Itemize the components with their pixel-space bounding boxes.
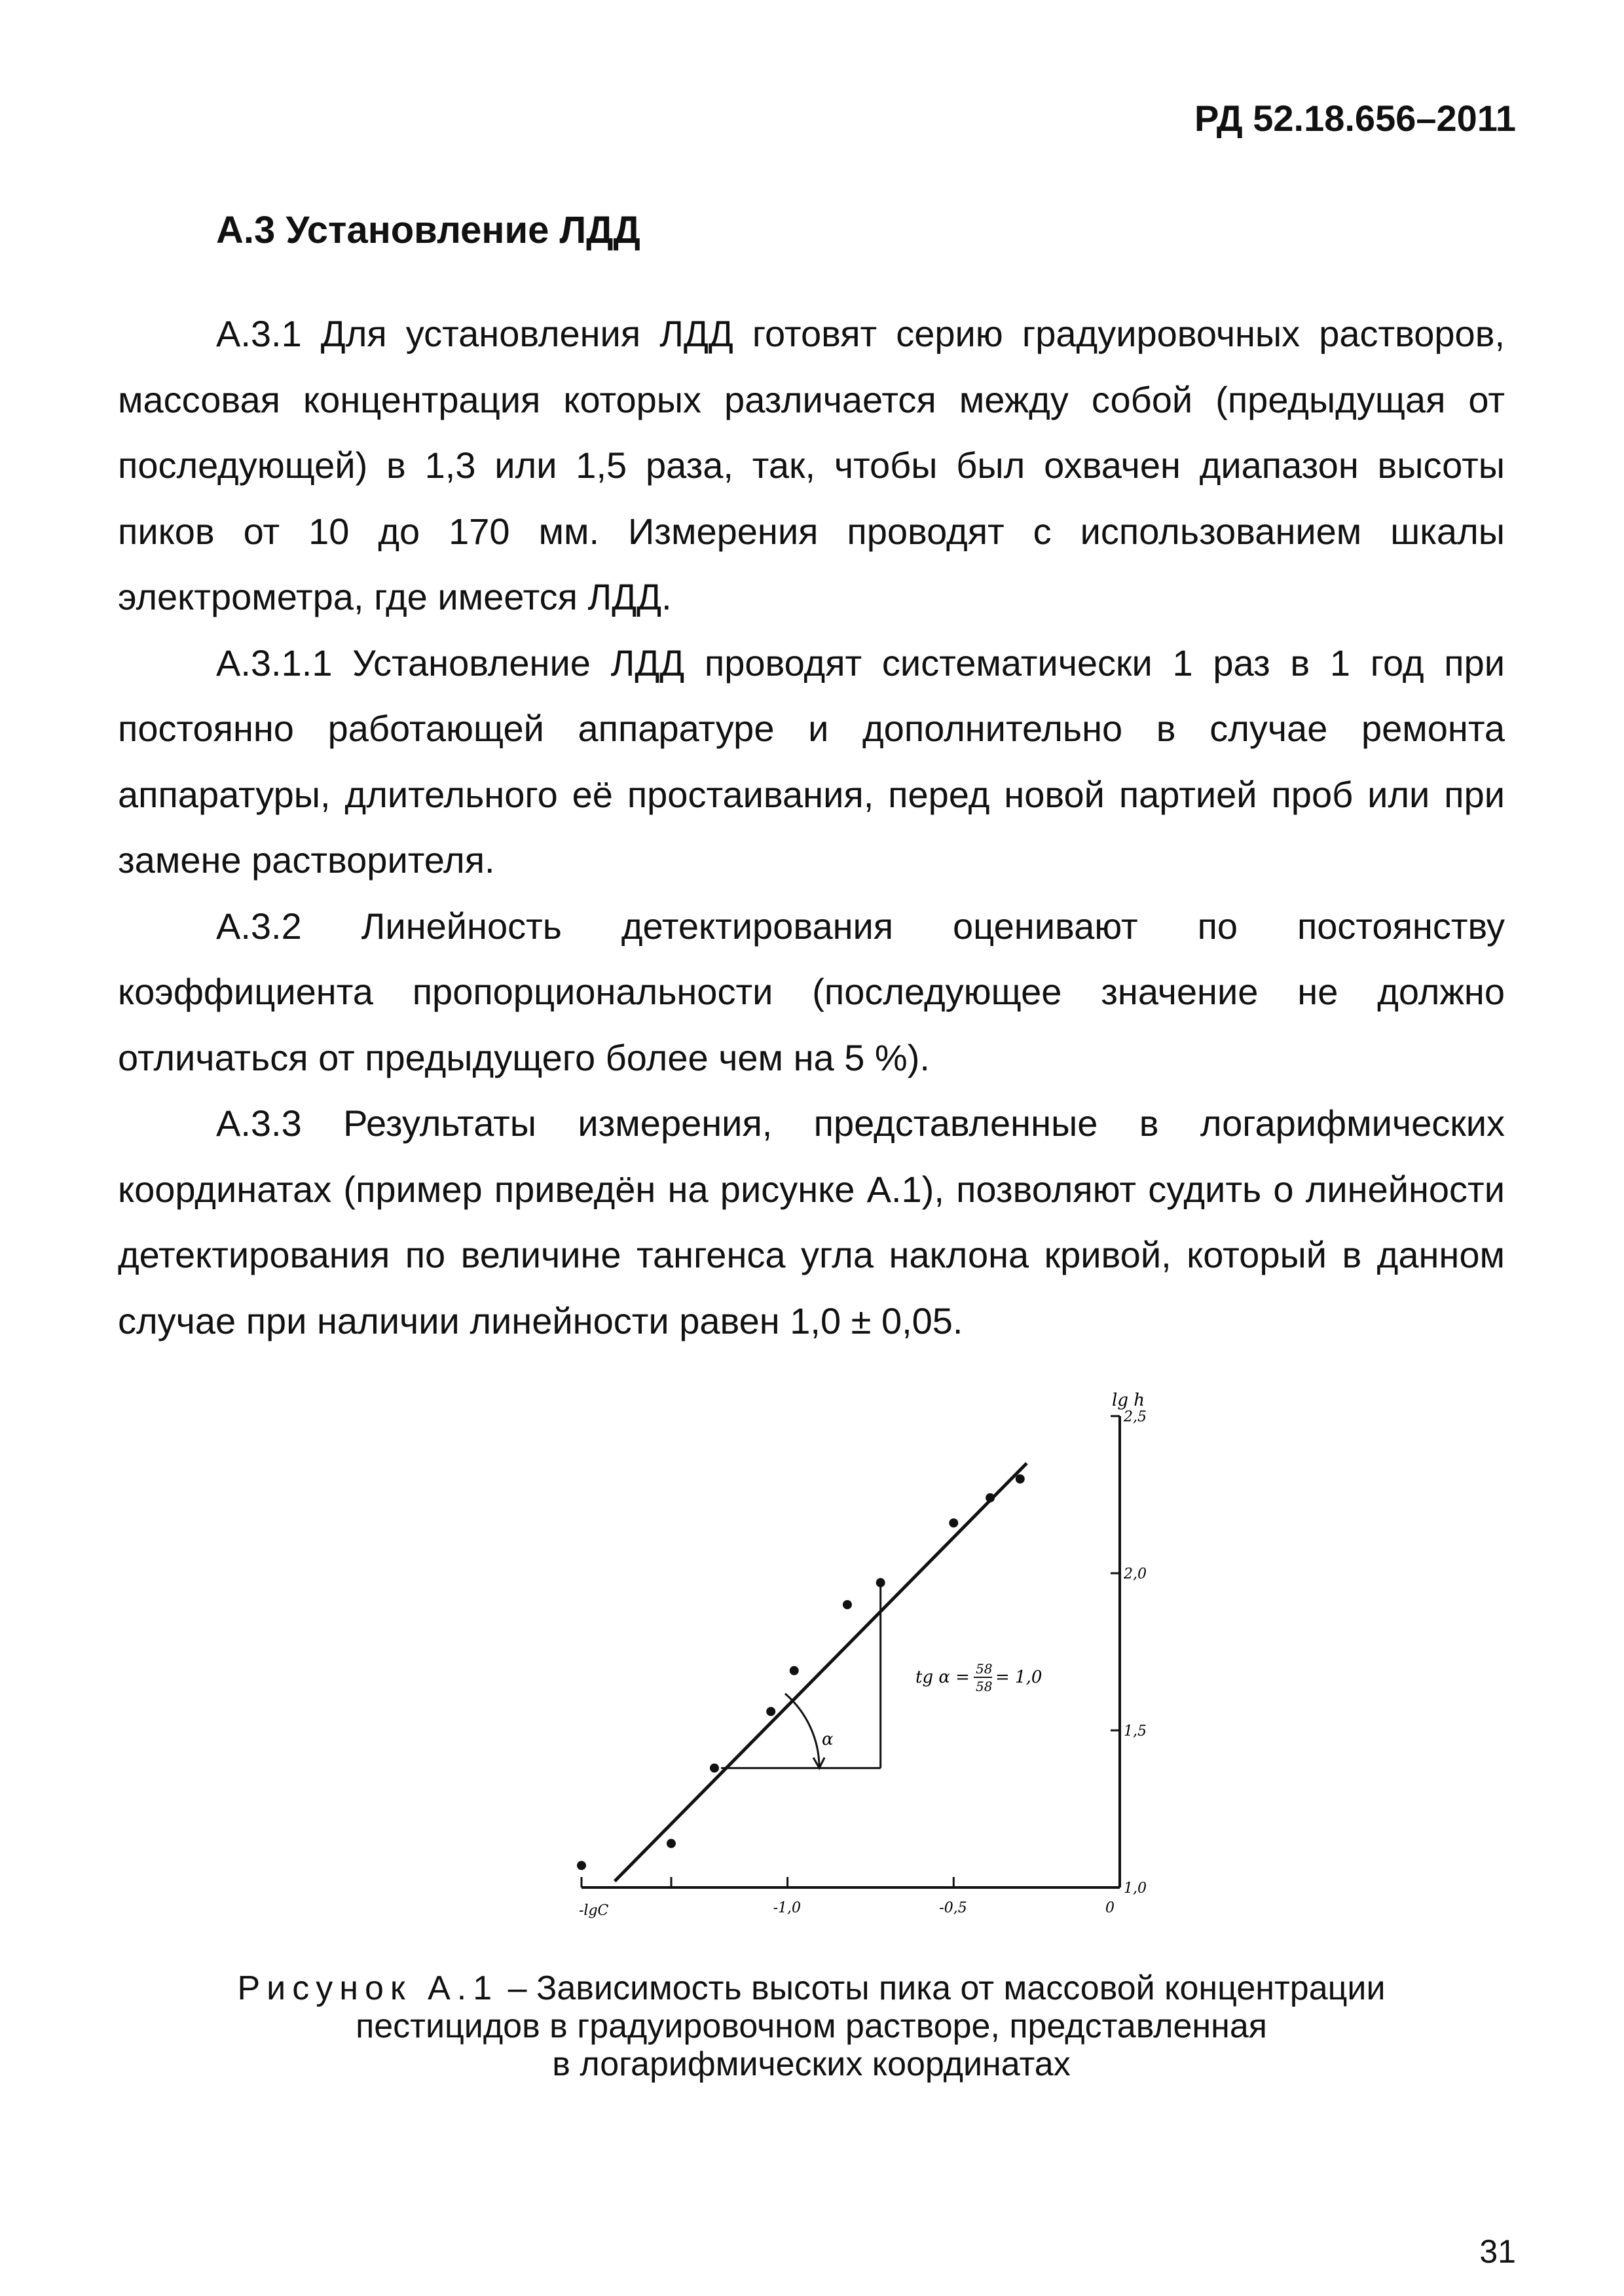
y-tick-label: 1,0 bbox=[1124, 1880, 1147, 1897]
linearity-chart bbox=[563, 1385, 1179, 1935]
x-tick-label: 0 bbox=[1105, 1900, 1115, 1916]
x-tick-label: -1,0 bbox=[773, 1900, 802, 1916]
data-point bbox=[876, 1578, 885, 1587]
angle-label: α bbox=[822, 1730, 834, 1749]
caption-prefix: Рисунок А.1 bbox=[237, 1969, 499, 2007]
y-tick-label: 2,5 bbox=[1124, 1409, 1147, 1425]
y-axis-label: lg h bbox=[1112, 1391, 1145, 1410]
axis-ticks bbox=[581, 1409, 1147, 1916]
data-point bbox=[577, 1861, 586, 1870]
y-tick-label: 2,0 bbox=[1124, 1566, 1147, 1582]
data-point bbox=[986, 1493, 995, 1503]
slope-triangle bbox=[721, 1582, 881, 1768]
data-point bbox=[843, 1600, 852, 1609]
annotation-rhs: = 1,0 bbox=[995, 1667, 1043, 1687]
page-number: 31 bbox=[1479, 2233, 1516, 2270]
data-point bbox=[710, 1764, 719, 1773]
x-axis-label: -lgC bbox=[579, 1903, 609, 1919]
figure-a1 bbox=[563, 1385, 1179, 1935]
data-point bbox=[766, 1707, 775, 1716]
caption-line-3: в логарифмических координатах bbox=[552, 2045, 1071, 2083]
paragraph-a-3-1: А.3.1 Для установления ЛДД готовят серию градуировочных растворов, массовая концентрация которых различается между собой (предыдущая от последующей) в 1,3 или 1,5 раза, так, чтобы был охвачен диапазон высоты пиков от 10 до 170 мм. Измерения проводят с использованием шкалы электрометра, где имеется ЛДД. bbox=[118, 313, 1505, 617]
y-tick-label: 1,5 bbox=[1124, 1723, 1147, 1740]
caption-text-1: Зависимость высоты пика от массовой концентрации bbox=[536, 1969, 1386, 2007]
slope-annotation bbox=[915, 1661, 1042, 1694]
section-title: А.3 Установление ЛДД bbox=[216, 209, 640, 251]
caption-line-1 bbox=[118, 1969, 1505, 2007]
figure-caption bbox=[118, 1969, 1505, 2083]
paragraph-a-3-2: А.3.2 Линейность детектирования оценивают по постоянству коэффициента пропорциональности (последующее значение не должно отличаться от предыдущего более чем на 5 %). bbox=[118, 905, 1505, 1078]
paragraph-a-3-3: А.3.3 Результаты измерения, представленные в логарифмических координатах (пример приведён на рисунке А.1), позволяют судить о линейности детектирования по величине тангенса угла наклона кривой, который в данном случае при наличии линейности равен 1,0 ± 0,05. bbox=[118, 1102, 1505, 1341]
data-point bbox=[949, 1518, 958, 1527]
annotation-denominator: 58 bbox=[976, 1679, 993, 1694]
data-point bbox=[1016, 1474, 1025, 1484]
data-point bbox=[667, 1839, 676, 1848]
annotation-lhs: tg α = bbox=[915, 1667, 970, 1687]
body-text bbox=[118, 301, 1505, 1354]
annotation-numerator: 58 bbox=[976, 1661, 993, 1677]
document-code: РД 52.18.656–2011 bbox=[1194, 98, 1516, 139]
caption-line-2: пестицидов в градуировочном растворе, представленная bbox=[356, 2007, 1267, 2045]
paragraph-a-3-1-1: А.3.1.1 Установление ЛДД проводят систематически 1 раз в 1 год при постоянно работающей аппаратуре и дополнительно в случае ремонта аппаратуры, длительного её простаивания, перед новой партией проб или при замене растворителя. bbox=[118, 642, 1505, 881]
data-point bbox=[790, 1666, 799, 1675]
caption-dash: – bbox=[498, 1969, 536, 2007]
x-tick-label: -0,5 bbox=[939, 1900, 967, 1916]
